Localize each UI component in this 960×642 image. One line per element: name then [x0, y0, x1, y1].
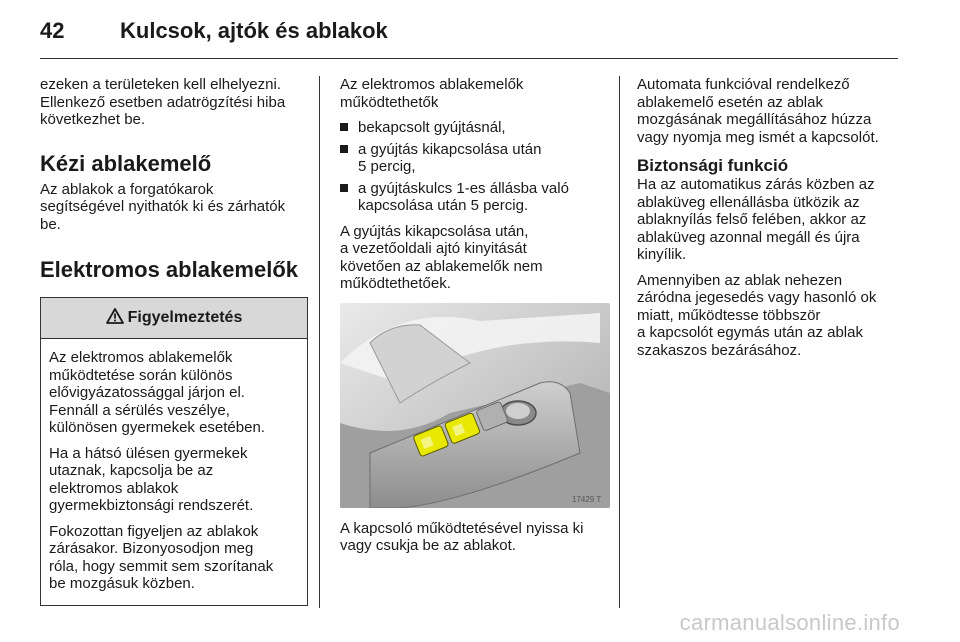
text-line: elektromos ablakok [49, 479, 179, 497]
heading-manual-window: Kézi ablakemelő [40, 150, 212, 176]
text-line: különösen gyermekek esetében. [49, 419, 265, 436]
image-caption [340, 520, 610, 555]
warning-paragraph-2 [49, 445, 299, 515]
warning-title: Figyelmeztetés [127, 309, 243, 327]
text-line: róla, hogy semmit sem szorítanak [49, 557, 274, 575]
safety-paragraph-1 [637, 176, 903, 264]
heading-safety-function: Biztonsági funkció [637, 156, 789, 175]
operating-conditions-list [340, 119, 610, 215]
text-line: zárásakor. Bizonyosodjon meg [49, 540, 254, 557]
col3-intro-paragraph [637, 76, 903, 146]
text-line: Automata funkcióval rendelkező [637, 76, 850, 93]
col1-intro-paragraph [40, 76, 308, 129]
text-line: ablaküveg azonnal megáll és újra [637, 228, 860, 246]
chapter-title: Kulcsok, ajtók és ablakok [120, 18, 388, 43]
text-line: ablaküveg ellenállásba ütközik az [637, 193, 860, 211]
text-line: Amennyiben az ablak nehezen [637, 271, 843, 289]
warning-paragraph-1 [49, 349, 299, 437]
window-switch-photo [340, 303, 610, 508]
text-line: kinyílik. [637, 246, 687, 263]
safety-paragraph-2 [637, 272, 903, 360]
col2-after-list-paragraph [340, 223, 610, 293]
column-divider-1 [319, 76, 320, 608]
text-line: ezeken a területeken kell elhelyezni. [40, 76, 281, 93]
warning-box [40, 297, 308, 606]
bullet-square-icon [340, 184, 348, 192]
text-line: a vezetőoldali ajtó kinyitását [340, 240, 527, 257]
column-1 [40, 76, 308, 606]
text-line: a gyújtáskulcs 1-es állásba való [358, 179, 569, 197]
text-line: követően az ablakemelők nem [340, 257, 543, 275]
warning-paragraph-3 [49, 523, 299, 593]
door-panel-illustration [340, 303, 610, 508]
text-line: Az elektromos ablakemelők [49, 349, 233, 366]
text-line: elővigyázatossággal járjon el. [49, 384, 245, 401]
text-line: gyermekbiztonsági rendszerét. [49, 497, 254, 514]
column-2 [340, 76, 610, 563]
column-divider-2 [619, 76, 620, 608]
text-line: Ha az automatikus zárás közben az [637, 176, 875, 193]
text-line: 5 percig, [358, 158, 416, 175]
text-line: A kapcsoló működtetésével nyissa ki [340, 519, 584, 537]
text-line: be mozgásuk közben. [49, 575, 195, 592]
page-number: 42 [40, 18, 65, 43]
manual-window-paragraph [40, 181, 308, 234]
text-line: miatt, működtesse többször [637, 306, 821, 324]
header-divider [40, 58, 898, 59]
warning-triangle-icon [106, 308, 124, 329]
text-line: működtethetők [340, 93, 439, 111]
text-line: Az ablakok a forgatókarok [40, 180, 214, 198]
text-line: A gyújtás kikapcsolása után, [340, 222, 529, 240]
text-line: vagy csukja be az ablakot. [340, 537, 516, 554]
text-line: következhet be. [40, 111, 146, 128]
text-line: szakaszos bezárásához. [637, 341, 802, 359]
text-line: ablaknyílás felső felében, akkor az [637, 211, 867, 228]
text-line: Ellenkező esetben adatrögzítési hiba [40, 93, 286, 111]
text-line: Az elektromos ablakemelők [340, 76, 524, 93]
text-line: segítségével nyithatók ki és zárhatók [40, 198, 286, 215]
text-line: a kapcsolót egymás után az ablak [637, 324, 863, 341]
text-line: vagy nyomja meg ismét a kapcsolót. [637, 128, 879, 146]
list-item [340, 141, 610, 176]
text-line: működtetése során különös [49, 366, 233, 384]
text-line: be. [40, 215, 61, 233]
text-line: ablakemelő esetén az ablak [637, 93, 823, 111]
text-line: működtethetőek. [340, 275, 451, 292]
text-line: kapcsolása után 5 percig. [358, 197, 529, 214]
col2-intro-paragraph [340, 76, 610, 111]
warning-body [41, 339, 307, 605]
heading-electric-windows: Elektromos ablakemelők [40, 257, 299, 282]
column-3 [637, 76, 903, 367]
site-watermark: carmanualsonline.info [679, 610, 900, 635]
text-line: utaznak, kapcsolja be az [49, 462, 214, 479]
list-item [340, 180, 610, 215]
text-line: Fennáll a sérülés veszélye, [49, 401, 230, 419]
list-item [340, 119, 610, 137]
image-code: 17429 T [572, 494, 602, 504]
text-line: záródna jegesedés vagy hasonló ok [637, 289, 877, 306]
text-line: Ha a hátsó ülésen gyermekek [49, 444, 248, 462]
bullet-square-icon [340, 123, 348, 131]
text-line: Fokozottan figyeljen az ablakok [49, 522, 259, 540]
text-line: bekapcsolt gyújtásnál, [358, 119, 506, 136]
text-line: a gyújtás kikapcsolása után [358, 140, 542, 158]
bullet-square-icon [340, 145, 348, 153]
warning-header [41, 298, 307, 339]
text-line: mozgásának megállításához húzza [637, 111, 872, 128]
